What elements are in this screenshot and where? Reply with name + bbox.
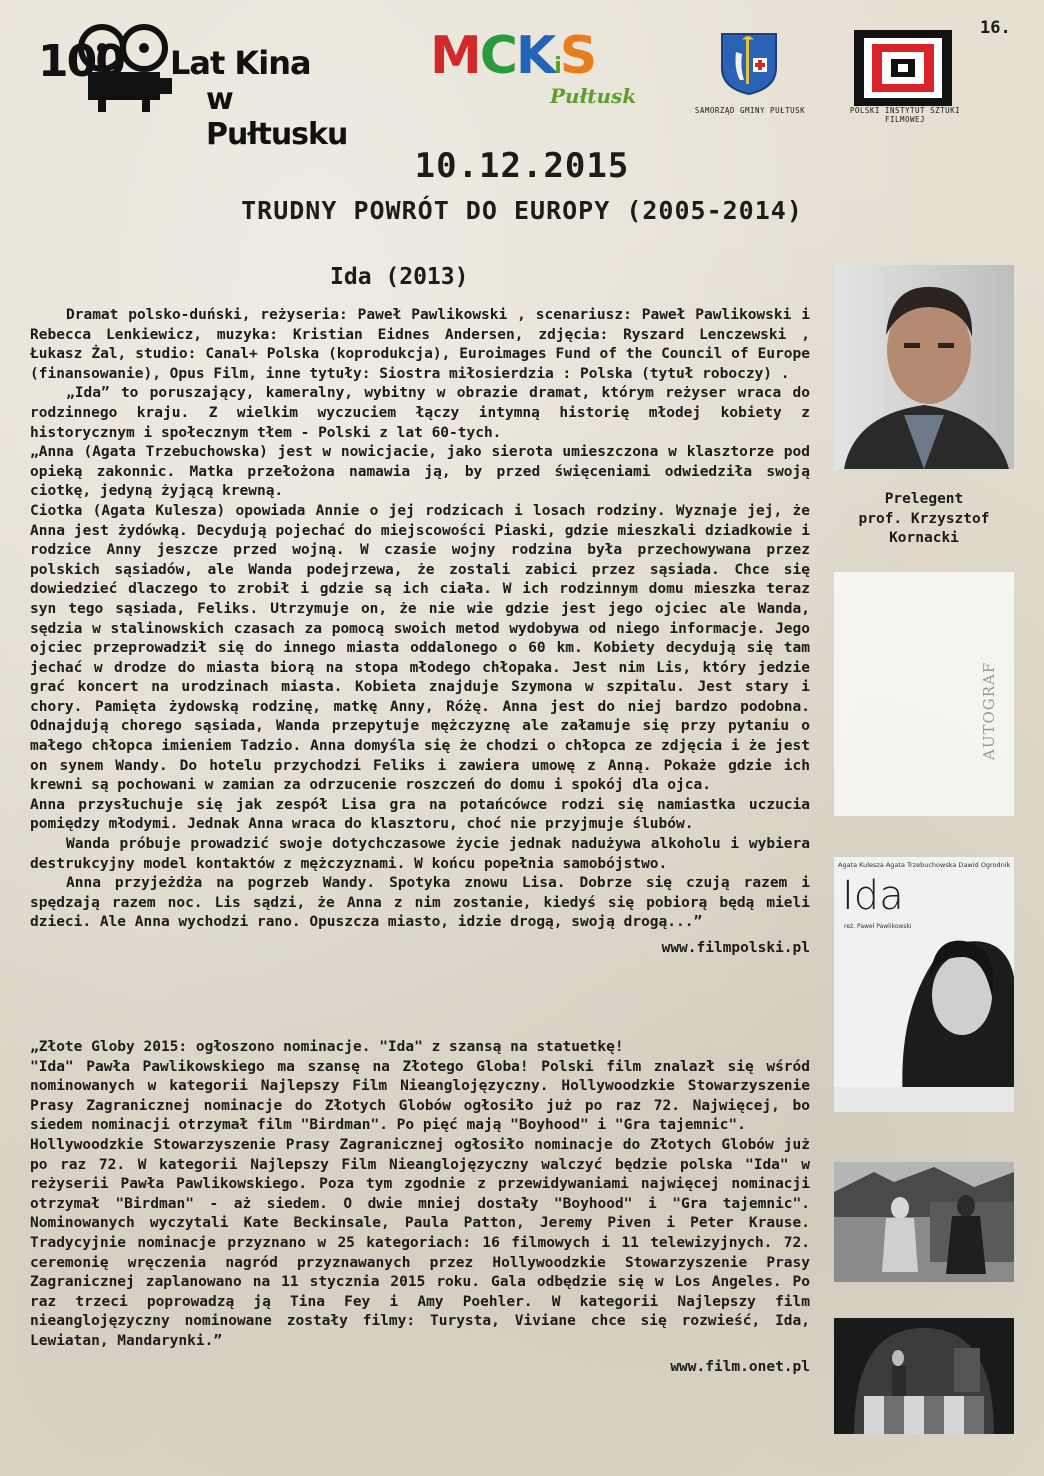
pisf-logo-icon bbox=[854, 30, 952, 106]
mcks-letter-c: C bbox=[479, 26, 516, 86]
mcks-letters bbox=[430, 26, 595, 86]
film-still-1 bbox=[834, 1162, 1014, 1282]
description-paragraph: Dramat polsko-duński, reżyseria: Paweł Pawlikowski , scenariusz: Paweł Pawlikowski i Rebecca Lenkiewicz, muzyka: Kristian Eidnes Andersen, zdjęcia: Ryszard Lenczewski , Łukasz Żal, studio: Canal+ Polska (koprodukcja), Euroimages Fund of the Council of Europe (finansowanie), Opus Film, inne tytuły: Siostra miłosierdzia : Polska (tytuł roboczy) . bbox=[30, 307, 810, 382]
article-source: www.film.onet.pl bbox=[670, 1358, 810, 1375]
film-poster bbox=[834, 857, 1014, 1112]
film-title: Ida (2013) bbox=[330, 264, 469, 290]
golden-globes-article bbox=[30, 1038, 810, 1377]
kino-logo-line2: w Pułtusku bbox=[206, 82, 348, 152]
mcks-logo bbox=[430, 26, 656, 112]
description-paragraph: „Anna (Agata Trzebuchowska) jest w nowicjacie, jako sierota umieszczona w klasztorze pod opieką zakonnic. Matka przełożona namawia ją, by przed święceniami odwiedziła swoją ciotkę, jedyną żyjącą krewną. bbox=[30, 444, 810, 500]
film-still-2 bbox=[834, 1318, 1014, 1434]
article-paragraph: Hollywoodzkie Stowarzyszenie Prasy Zagranicznej ogłosiło nominacje do Złotych Globów już po raz 72. W kategorii Najlepszy Film Nieanglojęzyczny walczyć będzie polska "Ida" w reżyserii Pawła Pawlikowskiego. Poza tym zgodnie z przewidywaniami najwięcej nominacji otrzymał "Birdman" - aż siedem. O dwie mniej dostały "Boyhood" i "Gra tajemnic". Nominowanych wyczytali Kate Beckinsale, Paula Patton, Jeremy Piven i Peter Krause. Tradycyjnie nominacje przyznano w 25 kategoriach: 16 filmowych i 11 telewizyjnych. 72. ceremonię wręczenia nagród przyznawanych przez Hollywoodzkie Stowarzyszenie Prasy Zagranicznej zaplanowano na 11 stycznia 2015 roku. Gala odbędzie się w Los Angeles. Po raz trzeci poprowadzą ją Tina Fey i Amy Poehler. W kategorii Najlepszy film nieanglojęzyczny nominowane zostały filmy: Turysta, Viviane chce się rozwieść, Ida, Lewiatan, Mandarynki.” bbox=[30, 1136, 810, 1349]
lecturer-caption bbox=[834, 490, 1014, 549]
pisf-caption: POLSKI INSTYTUT SZTUKI FILMOWEJ bbox=[849, 106, 961, 124]
mcks-letter-k: K bbox=[515, 26, 555, 86]
article-paragraph: "Ida" Pawła Pawlikowskiego ma szansę na Złotego Globa! Polski film znalazł się wśród nominowanych w kategorii Najlepszy Film Nieanglojęzyczny. Hollywoodzkie Stowarzyszenie Prasy Zagranicznej nominacje do Złotych Globów ogłosiło już po raz 72. Najwięcej, bo siedem nominacji otrzymał film "Birdman". Po pięć mają "Boyhood" i "Gra tajemnic". bbox=[30, 1058, 810, 1134]
mcks-logo-sub: Pułtusk bbox=[550, 84, 637, 108]
description-paragraph: „Ida” to poruszający, kameralny, wybitny w obrazie dramat, którym reżyser wraca do rodzinnego kraju. Z wielkim wyczuciem łączy intymną historię młodej kobiety z historycznym i społecznym tłem - Polski z lat 60-tych. bbox=[30, 385, 810, 441]
film-description bbox=[30, 306, 810, 959]
page-number: 16. bbox=[980, 18, 1011, 38]
gmina-caption: SAMORZĄD GMINY PUŁTUSK bbox=[694, 106, 806, 115]
lecturer-name: prof. Krzysztof Kornacki bbox=[858, 510, 990, 546]
autograph-label: AUTOGRAF bbox=[980, 661, 998, 760]
mcks-letter-s: S bbox=[559, 26, 596, 86]
poster-director: reż. Paweł Pawlikowski bbox=[844, 923, 912, 930]
screening-date: 10.12.2015 bbox=[414, 146, 630, 186]
kino-logo-number: 100 bbox=[38, 36, 124, 87]
kino-anniversary-logo bbox=[36, 22, 376, 152]
kino-logo-line1: Lat Kina bbox=[170, 44, 311, 82]
description-paragraph: Wanda próbuje prowadzić swoje dotychczasowe życie jednak nadużywa alkoholu i wybiera destrukcyjny model kontaktów z mężczyznami. W końcu popełnia samobójstwo. bbox=[30, 836, 810, 872]
description-paragraph: Ciotka (Agata Kulesza) opowiada Annie o jej rodzicach i losach rodziny. Wyznaje jej, że Anna jest żydówką. Decydują pojechać do miejscowości Piaski, gdzie mieszkali dziadkowie i rodzice Anny jeszcze przed wojną. W czasie wojny rodzina była przechowywana przez polskich sąsiadów, ale Wanda podejrzewa, że zostali zabici przez sąsiada. Chce się dowiedzieć dlaczego to zrobił i gdzie są ich ciała. W ich rodzinnym domu mieszka teraz syn tego sąsiada, Feliks. Utrzymuje on, że nie wie gdzie jest jego ojciec ale Wanda, sędzia w stalinowskich czasach za pomocą swoich metod wydobywa od niego informacje. Jego ojciec przeprowadził się do innego miasta oddalonego o 60 km. Kobiety decydują się tam jechać w drodze do miasta biorą na stopa młodego chłopaka. Jest nim Lis, który jedzie grać koncert na urodzinach miasta. Kobieta znajduje Szymona w szpitalu. Jest stary i chory. Pamięta żydowską rodzinę, matkę Anny, Różę. Anna jest do niej bardzo podobna. Odnajdują chorego sąsiada, Wanda przepytuje mężczyznę ale załamuje się przy pytaniu o małego chłopca imieniem Tadzio. Anna domyśla się że chodzi o chłopca ze zdjęcia i że jest on synem Wandy. Do hotelu przychodzi Feliks i zawiera umowę z Anną. Pokaże gdzie ich krewni są pochowani w zamian za odrzucenie roszczeń do domu i spokój dla ojca. bbox=[30, 502, 810, 794]
lecturer-label: Prelegent bbox=[884, 491, 964, 507]
lecturer-portrait bbox=[834, 265, 1014, 469]
cycle-title: TRUDNY POWRÓT DO EUROPY (2005-2014) bbox=[241, 196, 803, 225]
description-source: www.filmpolski.pl bbox=[661, 940, 810, 956]
mcks-letter-i: i bbox=[554, 54, 560, 79]
gmina-coat-of-arms-icon bbox=[720, 32, 778, 96]
description-paragraph: Anna przysłuchuje się jak zespół Lisa gra na potańcówce rodzi się namiastka uczucia pomiędzy młodymi. Jednak Anna wraca do klasztoru, choć nie przyjmuje ślubów. bbox=[30, 796, 810, 833]
poster-title: Ida bbox=[842, 873, 904, 919]
article-paragraph: „Złote Globy 2015: ogłoszono nominacje. "Ida" z szansą na statuetkę! bbox=[30, 1039, 624, 1055]
poster-credits: Agata Kulesza Agata Trzebuchowska Dawid Ogrodnik bbox=[838, 861, 1011, 869]
mcks-letter-m: M bbox=[430, 26, 480, 86]
description-paragraph: Anna przyjeżdża na pogrzeb Wandy. Spotyka znowu Lisa. Dobrze się czują razem i spędzają razem noc. Lis sądzi, że Anna z nim zostanie, kiedyś się pobiorą będą mieli dzieci. Ale Anna wychodzi rano. Opuszcza miasto, idzie drogą, swoją drogą...” bbox=[30, 875, 810, 931]
